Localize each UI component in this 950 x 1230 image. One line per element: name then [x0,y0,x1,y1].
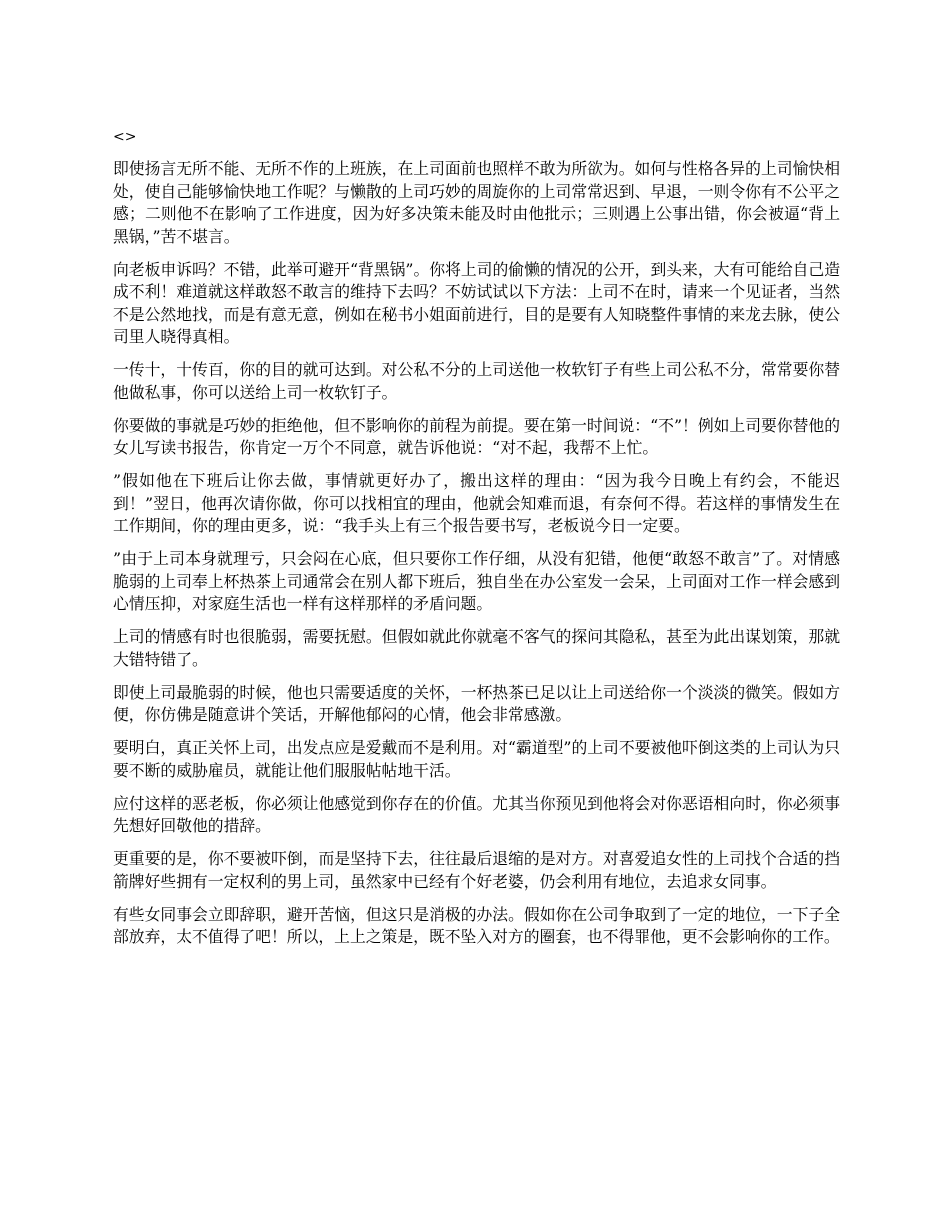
paragraph: 你要做的事就是巧妙的拒绝他，但不影响你的前程为前提。要在第一时间说：“不”！例如上司要你替他的女儿写读书报告，你肯定一万个不同意，就告诉他说：“对不起，我帮不上忙。 [113,415,841,457]
paragraph: 上司的情感有时也很脆弱，需要抚慰。但假如就此你就毫不客气的探问其隐私，甚至为此出谋划策，那就大错特错了。 [113,627,840,669]
paragraph: 即使扬言无所不能、无所不作的上班族，在上司面前也照样不敢为所欲为。如何与性格各异的上司愉快相处，使自己能够愉快地工作呢？与懒散的上司巧妙的周旋你的上司常常迟到、早退，一则令你有不公平之感；二则他不在影响了工作进度，因为好多决策未能及时由他批示；三则遇上公事出错，你会被逼“背上黑锅，”苦不堪言。 [113,159,840,246]
paragraph: 更重要的是，你不要被吓倒，而是坚持下去，往往最后退缩的是对方。对喜爱追女性的上司找个合适的挡箭牌好些拥有一定权利的男上司，虽然家中已经有个好老婆，仍会利用有地位，去追求女同事。 [113,849,840,891]
paragraph: 即使上司最脆弱的时候，他也只需要适度的关怀，一杯热茶已足以让上司送给你一个淡淡的微笑。假如方便，你仿佛是随意讲个笑话，开解他郁闷的心情，他会非常感激。 [113,682,840,724]
paragraph: 应付这样的恶老板，你必须让他感觉到你存在的价值。尤其当你预见到他将会对你恶语相向时，你必须事先想好回敬他的措辞。 [113,793,840,835]
document-title: <> [113,129,137,145]
paragraph: 向老板申诉吗？不错，此举可避开“背黑锅”。你将上司的偷懒的情况的公开，到头来，大有可能给自己造成不利！难道就这样敢怒不敢言的维持下去吗？不妨试试以下方法：上司不在时，请来一个见证者，当然不是公然地找，而是有意无意，例如在秘书小姐面前进行，目的是要有人知晓整件事情的来龙去脉，使公司里人晓得真相。 [113,259,841,346]
paragraph: ”假如他在下班后让你去做，事情就更好办了，搬出这样的理由：“因为我今日晚上有约会，不能迟到！”翌日，他再次请你做，你可以找相宜的理由，他就会知难而退，有奈何不得。若这样的事情发生在工作期间，你的理由更多，说：“我手头上有三个报告要书写，老板说今日一定要。 [113,471,840,535]
paragraph: ”由于上司本身就理亏，只会闷在心底，但只要你工作仔细，从没有犯错，他便“敢怒不敢言”了。对情感脆弱的上司奉上杯热茶上司通常会在别人都下班后，独自坐在办公室发一会呆，上司面对工作一样会感到心情压抑，对家庭生活也一样有这样那样的矛盾问题。 [113,549,840,613]
paragraph: 一传十，十传百，你的目的就可达到。对公私不分的上司送他一枚软钉子有些上司公私不分，常常要你替他做私事，你可以送给上司一枚软钉子。 [113,360,840,402]
paragraph: 有些女同事会立即辞职，避开苦恼，但这只是消极的办法。假如你在公司争取到了一定的地位，一下子全部放弃，太不值得了吧！所以，上上之策是，既不坠入对方的圈套，也不得罪他，更不会影响你的工作。 [113,904,840,946]
document-body [113,127,840,959]
paragraph: 要明白，真正关怀上司，出发点应是爱戴而不是利用。对“霸道型”的上司不要被他吓倒这类的上司认为只要不断的威胁雇员，就能让他们服服帖帖地干活。 [113,738,841,780]
